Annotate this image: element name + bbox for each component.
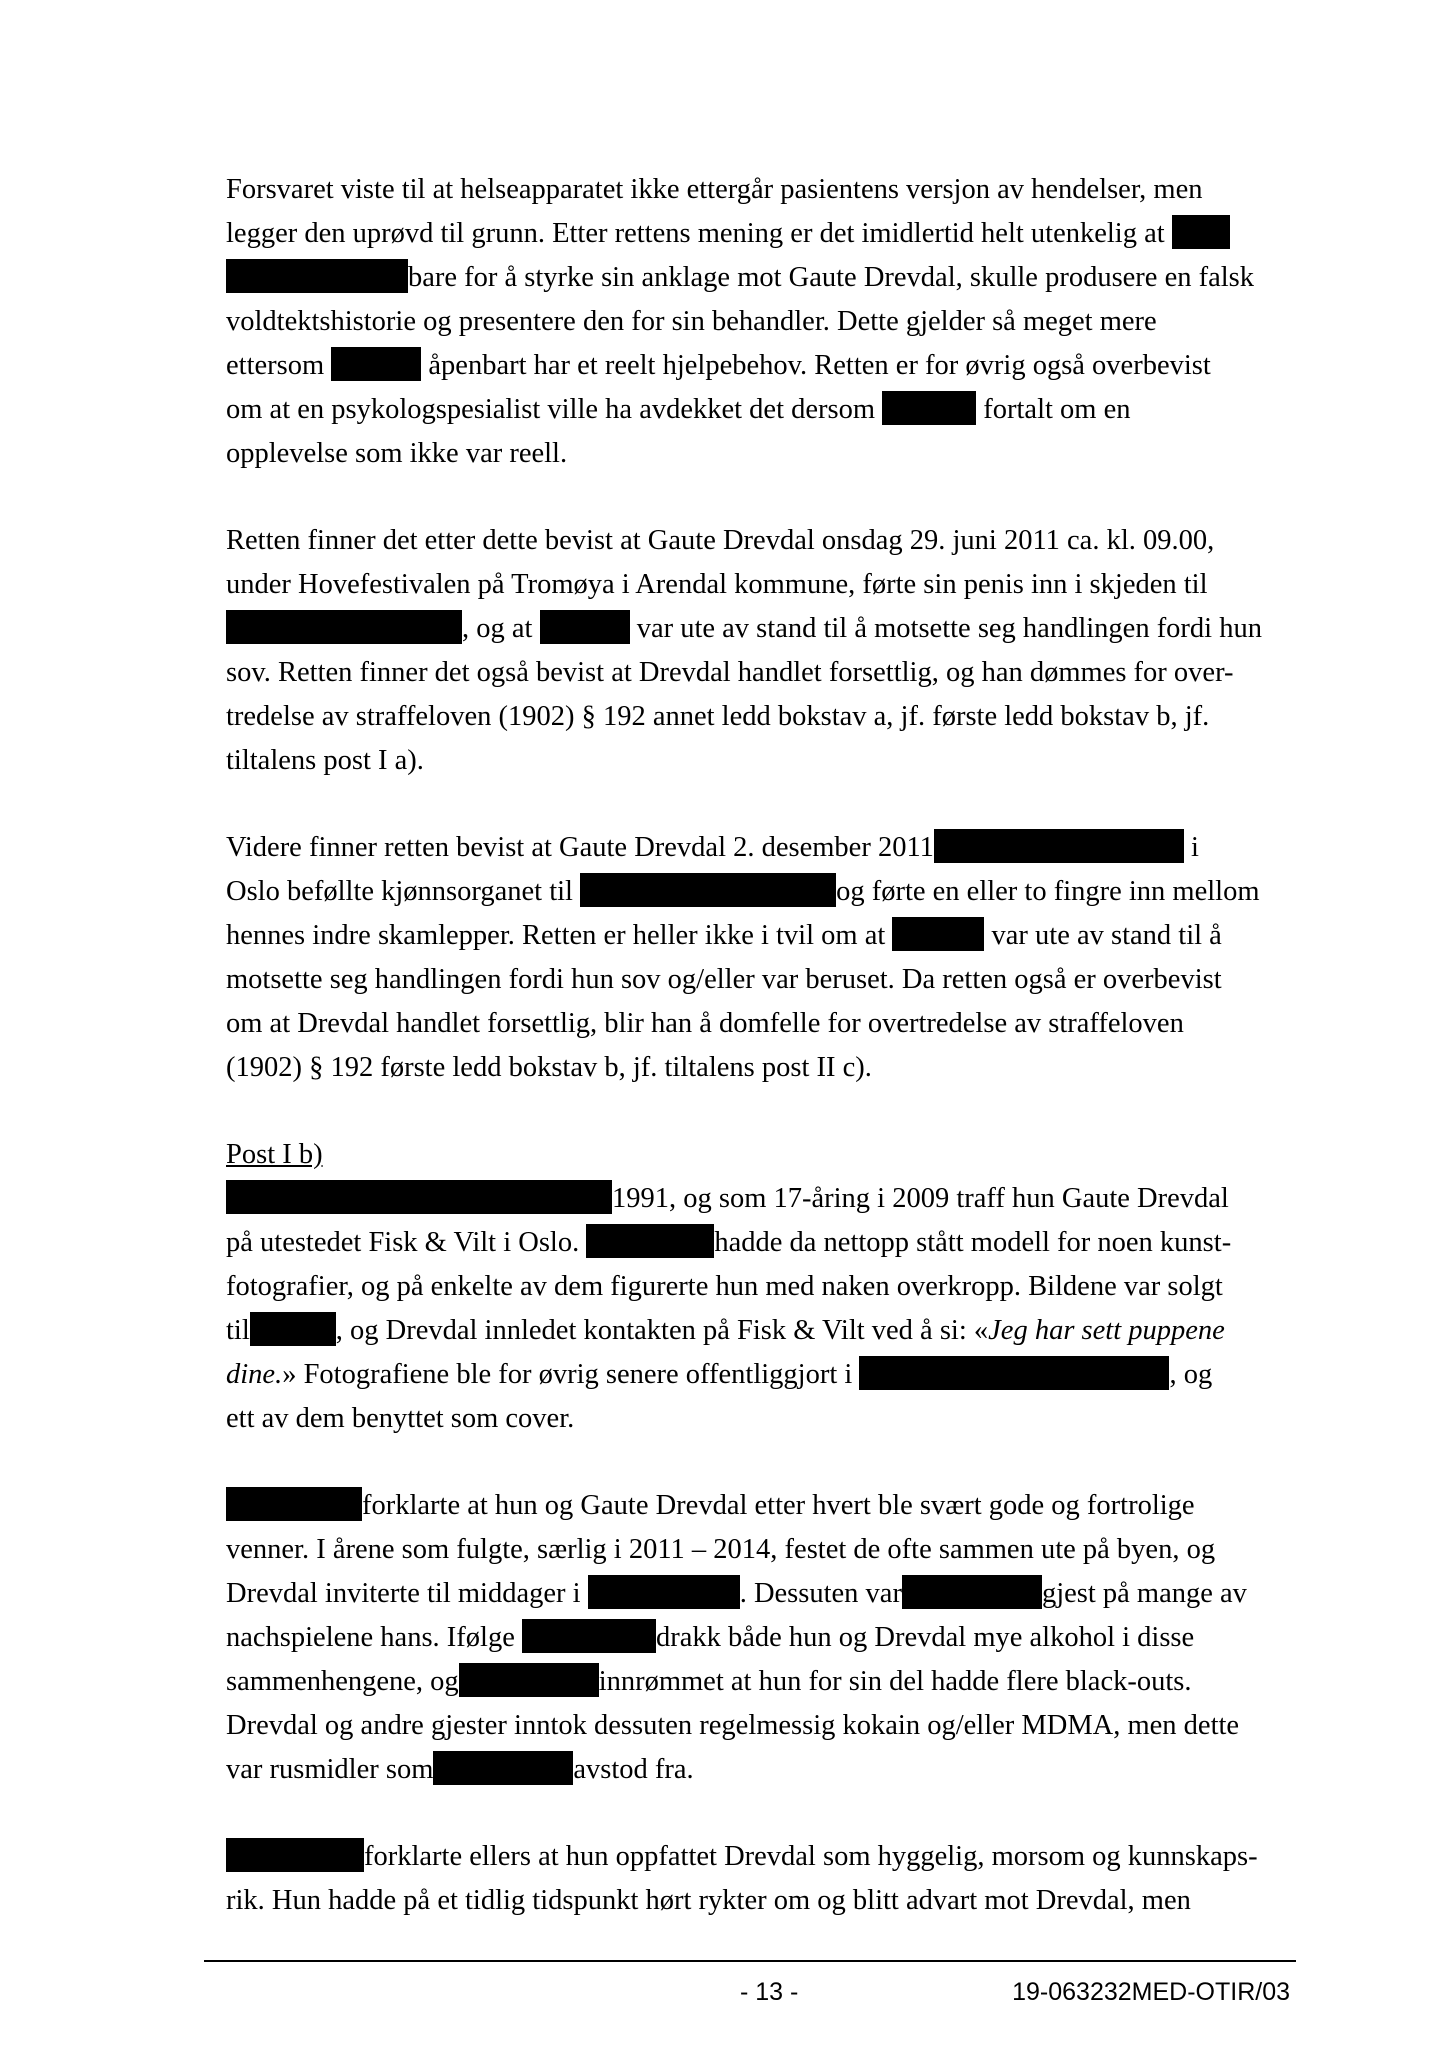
line-text: Videre finner retten bevist at Gaute Drevdal 2. desember 2011 <box>226 832 934 863</box>
footer-divider <box>204 1960 1296 1962</box>
line-text: , og Drevdal innledet kontakten på Fisk & Vilt ved å si: « <box>335 1315 989 1346</box>
text-line <box>226 607 1286 651</box>
line-text: til <box>226 1315 250 1346</box>
line-text: Forsvaret viste til at helseapparatet ikke ettergår pasientens versjon av hendelser, men <box>226 174 1203 205</box>
line-text: 1991, og som 17-åring i 2009 traff hun Gaute Drevdal <box>612 1183 1229 1214</box>
text-line <box>226 695 1286 739</box>
paragraph <box>226 1133 1286 1441</box>
text-line <box>226 1879 1286 1923</box>
text-line <box>226 1309 1286 1353</box>
line-text: ett av dem benyttet som cover. <box>226 1403 575 1434</box>
line-text: sammenhengene, og <box>226 1666 459 1697</box>
line-text: var ute av stand til å motsette seg handlingen fordi hun <box>629 613 1262 644</box>
line-text: var rusmidler som <box>226 1754 434 1785</box>
text-line <box>226 212 1286 256</box>
redaction-box <box>433 1751 573 1785</box>
text-line <box>226 1265 1286 1309</box>
page-number: - 13 - <box>740 1978 799 2006</box>
redaction-box <box>226 1838 364 1872</box>
line-text: , og <box>1169 1359 1213 1390</box>
text-line <box>226 1046 1286 1090</box>
line-text: hennes indre skamlepper. Retten er heller ikke i tvil om at <box>226 920 893 951</box>
line-text: fortalt om en <box>976 394 1131 425</box>
redaction-box <box>331 347 421 381</box>
paragraph <box>226 519 1286 783</box>
text-line <box>226 1221 1286 1265</box>
text-line <box>226 1528 1286 1572</box>
redaction-box <box>588 1575 740 1609</box>
redaction-box <box>892 917 984 951</box>
line-text: åpenbart har et reelt hjelpebehov. Retten er for øvrig også overbevist <box>421 350 1211 381</box>
text-line <box>226 1835 1286 1879</box>
line-text: innrømmet at hun for sin del hadde flere black-outs. <box>598 1666 1192 1697</box>
paragraph <box>226 168 1286 476</box>
line-text: ettersom <box>226 350 332 381</box>
text-line <box>226 1748 1286 1792</box>
text-line <box>226 168 1286 212</box>
line-text: Retten finner det etter dette bevist at Gaute Drevdal onsdag 29. juni 2011 ca. kl. 09.00, <box>226 525 1215 556</box>
redaction-box <box>586 1224 714 1258</box>
redaction-box <box>250 1312 336 1346</box>
line-text: avstod fra. <box>573 1754 694 1785</box>
line-text: forklarte ellers at hun oppfattet Drevdal som hyggelig, morsom og kunnskaps- <box>364 1841 1258 1872</box>
text-line <box>226 300 1286 344</box>
line-text: gjest på mange av <box>1041 1578 1247 1609</box>
line-text: sov. Retten finner det også bevist at Drevdal handlet forsettlig, og han dømmes for over- <box>226 657 1234 688</box>
text-line <box>226 1704 1286 1748</box>
line-text: og førte en eller to fingre inn mellom <box>836 876 1260 907</box>
paragraph <box>226 826 1286 1090</box>
redaction-box <box>859 1356 1169 1390</box>
text-line <box>226 519 1286 563</box>
line-text: nachspielene hans. Ifølge <box>226 1622 522 1653</box>
line-text: var ute av stand til å <box>984 920 1222 951</box>
italic-quote: dine. <box>226 1359 283 1390</box>
section-heading: Post I b) <box>226 1139 323 1170</box>
text-line <box>226 1660 1286 1704</box>
text-line <box>226 563 1286 607</box>
text-line <box>226 388 1286 432</box>
text-line <box>226 1616 1286 1660</box>
italic-quote: Jeg har sett puppene <box>988 1315 1225 1346</box>
text-line <box>226 1353 1286 1397</box>
paragraph <box>226 1835 1286 1923</box>
text-line <box>226 826 1286 870</box>
text-line <box>226 958 1286 1002</box>
line-text: legger den uprøvd til grunn. Etter rettens mening er det imidlertid helt utenkelig at <box>226 218 1172 249</box>
line-text: på utestedet Fisk & Vilt i Oslo. <box>226 1227 587 1258</box>
text-line <box>226 1002 1286 1046</box>
line-text: voldtektshistorie og presentere den for sin behandler. Dette gjelder så meget mere <box>226 306 1157 337</box>
line-text: under Hovefestivalen på Tromøya i Arendal kommune, førte sin penis inn i skjeden til <box>226 569 1208 600</box>
line-text: tredelse av straffeloven (1902) § 192 annet ledd bokstav a, jf. første ledd bokstav b, jf. <box>226 701 1210 732</box>
redaction-box <box>540 610 630 644</box>
text-line <box>226 344 1286 388</box>
text-line <box>226 432 1286 476</box>
case-number: 19-063232MED-OTIR/03 <box>1012 1978 1290 2006</box>
line-text: opplevelse som ikke var reell. <box>226 438 568 469</box>
text-line <box>226 256 1286 300</box>
line-text: » Fotografiene ble for øvrig senere offentliggjort i <box>282 1359 860 1390</box>
line-text: fotografier, og på enkelte av dem figurerte hun med naken overkropp. Bildene var solgt <box>226 1271 1223 1302</box>
text-line <box>226 1177 1286 1221</box>
redaction-box <box>226 259 408 293</box>
redaction-box <box>934 829 1184 863</box>
line-text: Drevdal og andre gjester inntok dessuten regelmessig kokain og/eller MDMA, men dette <box>226 1710 1240 1741</box>
text-line <box>226 914 1286 958</box>
line-text: Drevdal inviterte til middager i <box>226 1578 588 1609</box>
redaction-box <box>1172 215 1230 249</box>
text-line <box>226 651 1286 695</box>
redaction-box <box>459 1663 599 1697</box>
text-line <box>226 739 1286 783</box>
redaction-box <box>902 1575 1042 1609</box>
line-text: forklarte at hun og Gaute Drevdal etter hvert ble svært gode og fortrolige <box>362 1490 1195 1521</box>
redaction-box <box>226 1487 362 1521</box>
line-text: , og at <box>462 613 540 644</box>
text-line <box>226 1572 1286 1616</box>
line-text: bare for å styrke sin anklage mot Gaute Drevdal, skulle produsere en falsk <box>408 262 1254 293</box>
line-text: hadde da nettopp stått modell for noen kunst- <box>714 1227 1232 1258</box>
paragraph <box>226 1484 1286 1792</box>
redaction-box <box>226 1180 612 1214</box>
redaction-box <box>882 391 976 425</box>
line-text: rik. Hun hadde på et tidlig tidspunkt hørt rykter om og blitt advart mot Drevdal, men <box>226 1885 1191 1916</box>
line-text: (1902) § 192 første ledd bokstav b, jf. tiltalens post II c). <box>226 1052 872 1083</box>
line-text: drakk både hun og Drevdal mye alkohol i disse <box>655 1622 1195 1653</box>
redaction-box <box>580 873 836 907</box>
line-text: om at Drevdal handlet forsettlig, blir han å domfelle for overtredelse av straffeloven <box>226 1008 1184 1039</box>
line-text: . Dessuten var <box>739 1578 902 1609</box>
line-text: Oslo beføllte kjønnsorganet til <box>226 876 581 907</box>
line-text: venner. I årene som fulgte, særlig i 2011 – 2014, festet de ofte sammen ute på byen, og <box>226 1534 1216 1565</box>
line-text: i <box>1183 832 1199 863</box>
redaction-box <box>522 1619 656 1653</box>
line-text: om at en psykologspesialist ville ha avdekket det dersom <box>226 394 883 425</box>
redaction-box <box>226 610 462 644</box>
text-line <box>226 1397 1286 1441</box>
body-text <box>226 168 1286 1966</box>
text-line <box>226 1484 1286 1528</box>
line-text: motsette seg handlingen fordi hun sov og/eller var beruset. Da retten også er overbevist <box>226 964 1222 995</box>
text-line <box>226 870 1286 914</box>
line-text: tiltalens post I a). <box>226 745 424 776</box>
